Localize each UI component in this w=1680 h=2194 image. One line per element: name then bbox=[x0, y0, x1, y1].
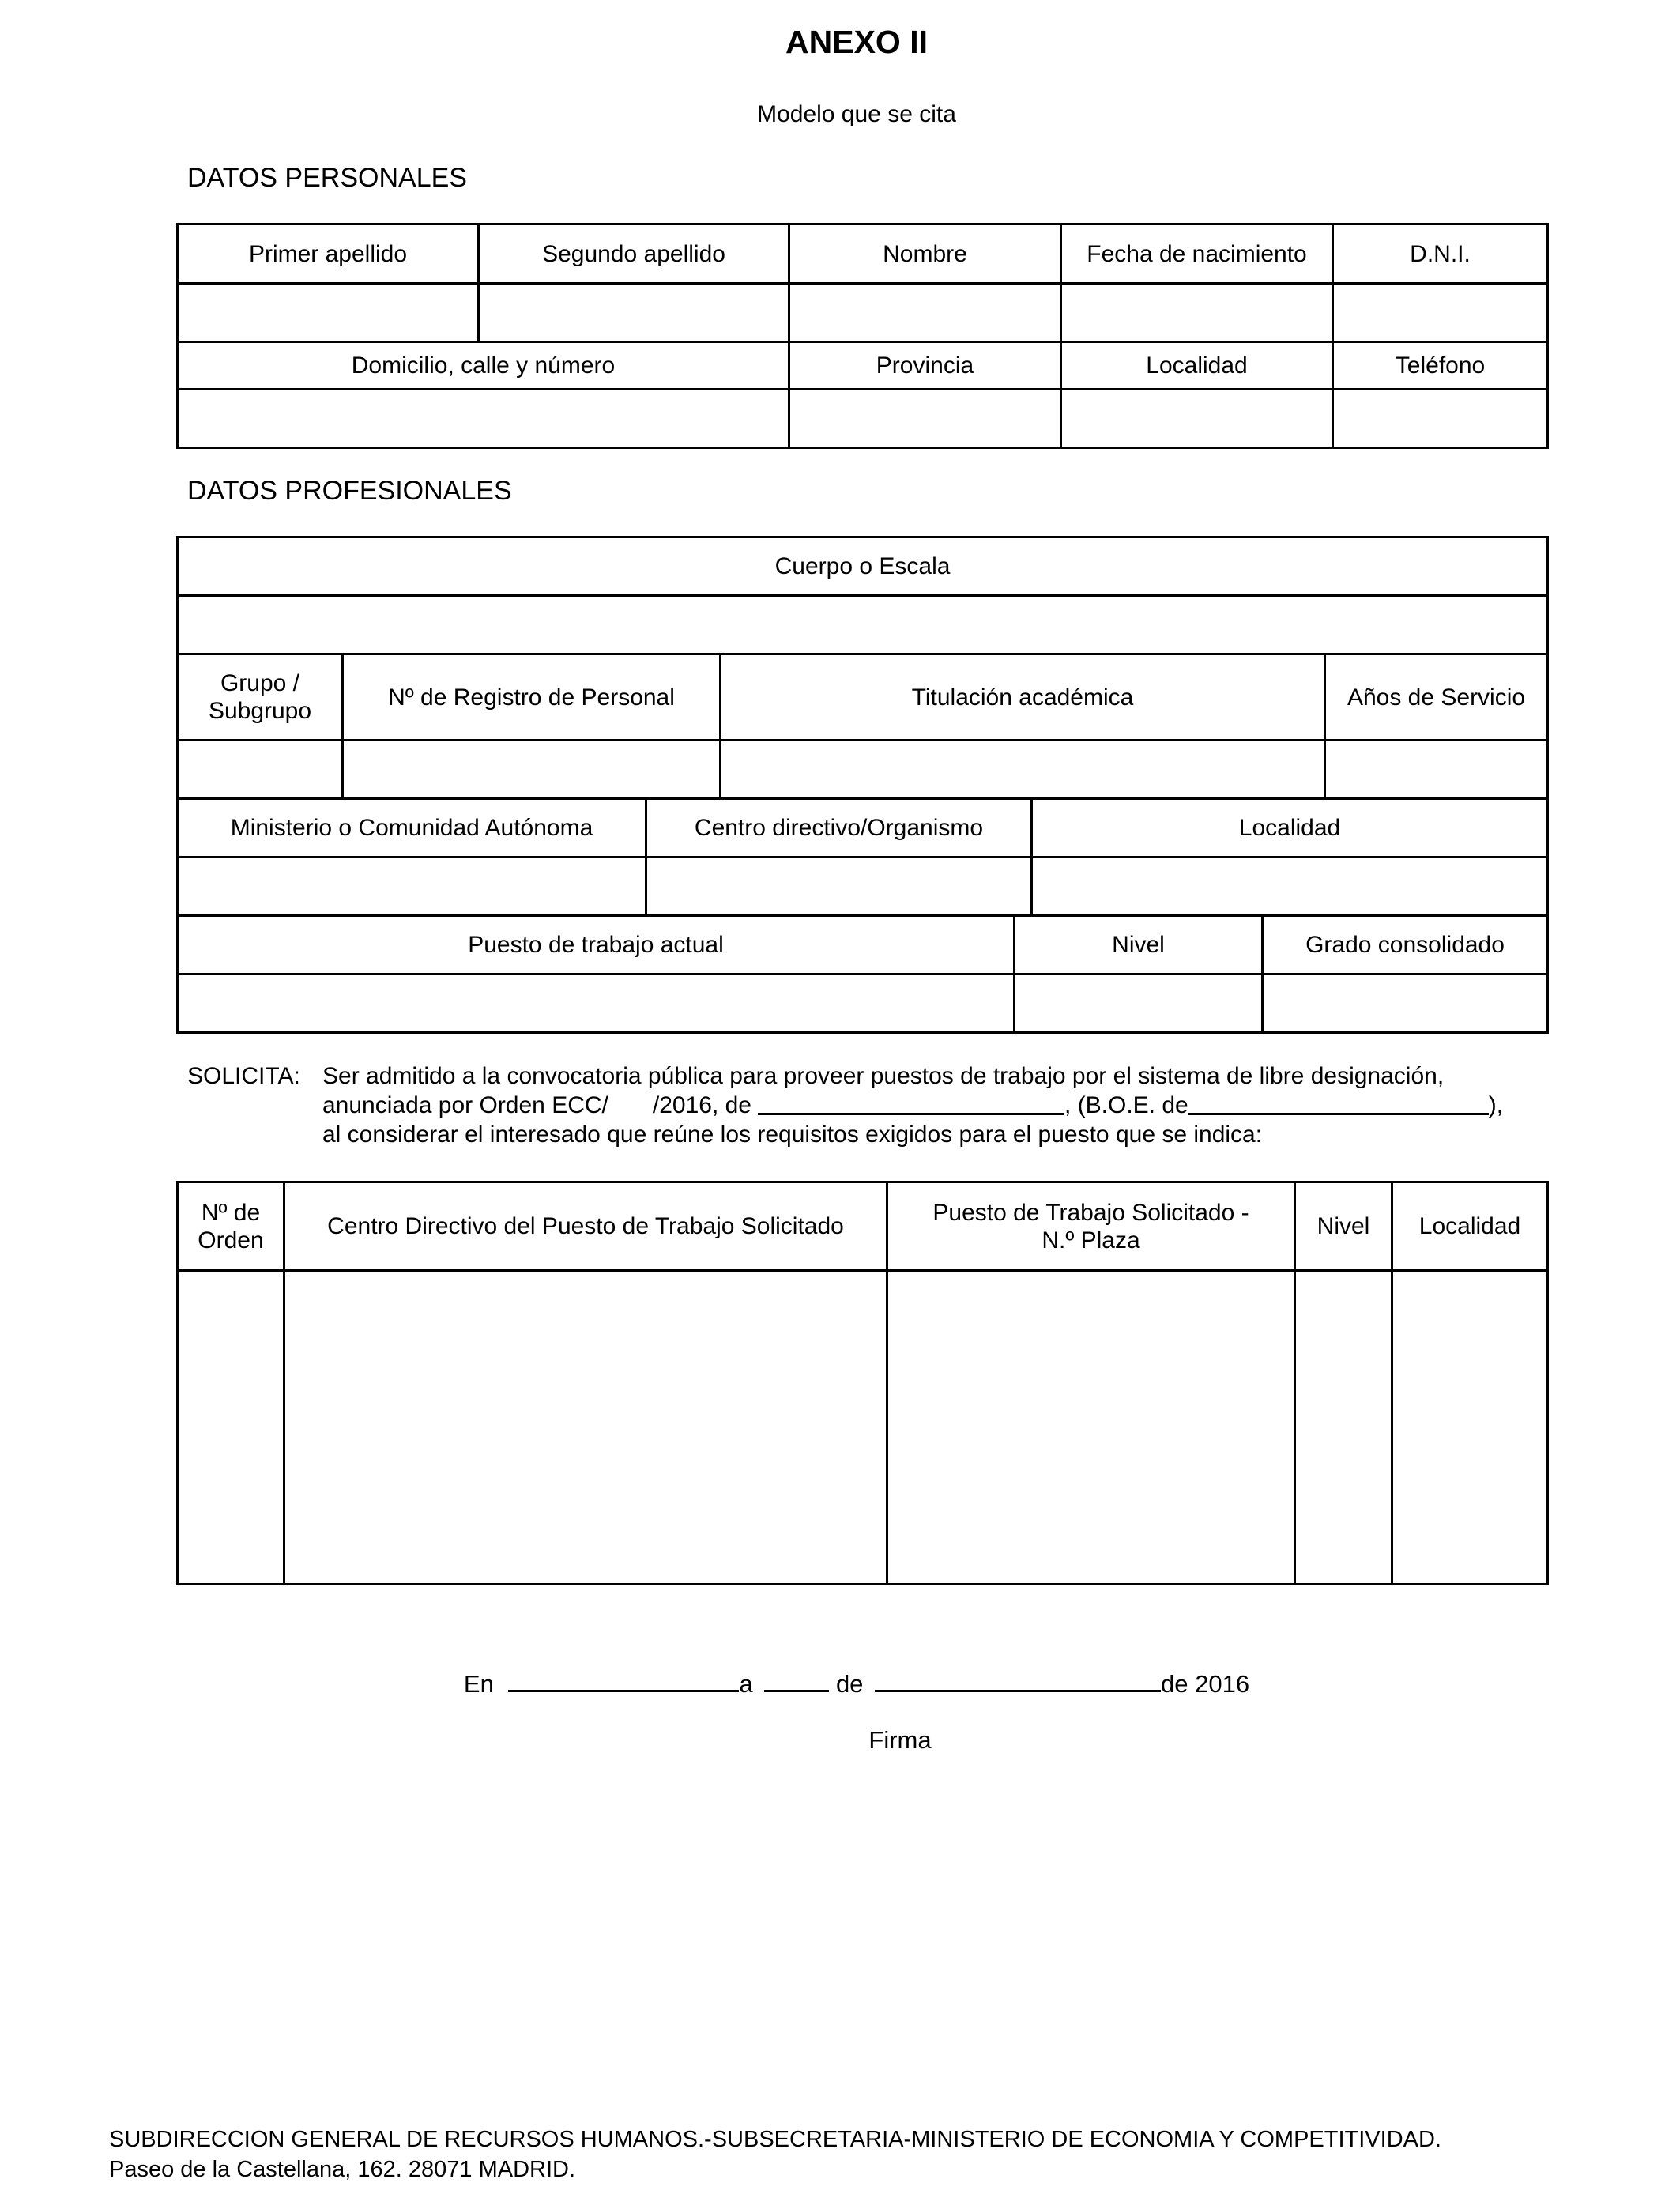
field-numero-orden[interactable] bbox=[178, 1271, 284, 1585]
field-localidad-profesional[interactable] bbox=[1032, 858, 1548, 916]
footer-line-1: SUBDIRECCION GENERAL DE RECURSOS HUMANOS.-SUBSECRETARIA-MINISTERIO DE ECONOMIA Y COMPETITIVIDAD. bbox=[109, 2127, 1441, 2152]
place-en-label: En bbox=[463, 1670, 494, 1698]
header-nombre: Nombre bbox=[789, 224, 1061, 284]
solicita-line-2 bbox=[322, 1091, 1524, 1120]
requested-positions-table bbox=[176, 1181, 1549, 1585]
header-segundo-apellido: Segundo apellido bbox=[479, 224, 789, 284]
field-grado-consolidado[interactable] bbox=[1263, 974, 1548, 1033]
header-centro-directivo-solicitado: Centro Directivo del Puesto de Trabajo Solicitado bbox=[284, 1182, 887, 1271]
boe-date-blank[interactable] bbox=[1188, 1091, 1489, 1115]
signature-place-date bbox=[0, 1668, 1680, 1698]
solicita-boe-label: , (B.O.E. de bbox=[1064, 1092, 1188, 1118]
field-puesto-actual[interactable] bbox=[178, 974, 1015, 1033]
firma-label: Firma bbox=[868, 1726, 932, 1754]
solicita-orden-label: anunciada por Orden ECC/ bbox=[322, 1092, 608, 1118]
header-telefono: Teléfono bbox=[1333, 342, 1548, 390]
field-ministerio[interactable] bbox=[178, 858, 646, 916]
solicita-line-2-end: ), bbox=[1488, 1092, 1504, 1118]
place-de-label: de bbox=[835, 1670, 864, 1698]
header-centro-directivo: Centro directivo/Organismo bbox=[646, 799, 1032, 858]
header-localidad-solicitada: Localidad bbox=[1392, 1182, 1548, 1271]
header-provincia: Provincia bbox=[789, 342, 1061, 390]
header-numero-orden: Nº de Orden bbox=[178, 1182, 284, 1271]
section-title-personal: DATOS PERSONALES bbox=[187, 163, 467, 193]
header-fecha-nacimiento: Fecha de nacimiento bbox=[1061, 224, 1333, 284]
field-localidad-solicitada[interactable] bbox=[1392, 1271, 1548, 1585]
orden-date-blank[interactable] bbox=[758, 1091, 1064, 1115]
section-title-professional: DATOS PROFESIONALES bbox=[187, 476, 512, 506]
field-registro-personal[interactable] bbox=[343, 741, 721, 799]
day-blank[interactable] bbox=[764, 1668, 829, 1692]
solicita-line-1 bbox=[322, 1061, 1524, 1091]
place-blank[interactable] bbox=[508, 1668, 739, 1692]
field-provincia[interactable] bbox=[789, 390, 1061, 448]
field-fecha-nacimiento[interactable] bbox=[1061, 284, 1333, 342]
header-domicilio: Domicilio, calle y número bbox=[178, 342, 789, 390]
header-titulacion: Titulación académica bbox=[721, 654, 1325, 741]
header-puesto-solicitado: Puesto de Trabajo Solicitado - N.º Plaza bbox=[887, 1182, 1295, 1271]
personal-data-table bbox=[176, 223, 1549, 449]
header-puesto-actual: Puesto de trabajo actual bbox=[178, 916, 1015, 974]
field-telefono[interactable] bbox=[1333, 390, 1548, 448]
month-blank[interactable] bbox=[875, 1668, 1161, 1692]
field-nivel-solicitado[interactable] bbox=[1295, 1271, 1392, 1585]
field-primer-apellido[interactable] bbox=[178, 284, 479, 342]
place-a-label: a bbox=[739, 1670, 753, 1698]
header-registro-personal: Nº de Registro de Personal bbox=[343, 654, 721, 741]
field-centro-directivo-solicitado[interactable] bbox=[284, 1271, 887, 1585]
year-label: de 2016 bbox=[1161, 1670, 1250, 1698]
header-localidad-profesional: Localidad bbox=[1032, 799, 1548, 858]
field-cuerpo-escala[interactable] bbox=[178, 596, 1548, 654]
header-dni: D.N.I. bbox=[1333, 224, 1548, 284]
document-title: ANEXO II bbox=[785, 24, 928, 60]
field-centro-directivo[interactable] bbox=[646, 858, 1032, 916]
footer-line-2: Paseo de la Castellana, 162. 28071 MADRID. bbox=[109, 2157, 576, 2182]
field-titulacion[interactable] bbox=[721, 741, 1325, 799]
header-anos-servicio: Años de Servicio bbox=[1325, 654, 1548, 741]
header-grado-consolidado: Grado consolidado bbox=[1263, 916, 1548, 974]
field-nivel[interactable] bbox=[1015, 974, 1263, 1033]
orden-number-blank[interactable] bbox=[608, 1091, 653, 1120]
field-puesto-solicitado[interactable] bbox=[887, 1271, 1295, 1585]
solicita-year-label: /2016, de bbox=[652, 1092, 751, 1118]
header-nivel-solicitado: Nivel bbox=[1295, 1182, 1392, 1271]
field-localidad[interactable] bbox=[1061, 390, 1333, 448]
solicita-line-1-text: Ser admitido a la convocatoria pública para proveer puestos de trabajo por el sistema de libre designación, bbox=[322, 1063, 1445, 1089]
header-nivel: Nivel bbox=[1015, 916, 1263, 974]
solicita-label: SOLICITA: bbox=[187, 1063, 300, 1089]
header-ministerio: Ministerio o Comunidad Autónoma bbox=[178, 799, 646, 858]
field-dni[interactable] bbox=[1333, 284, 1548, 342]
header-localidad: Localidad bbox=[1061, 342, 1333, 390]
professional-data-table bbox=[176, 536, 1549, 1034]
solicita-paragraph bbox=[322, 1061, 1524, 1149]
header-primer-apellido: Primer apellido bbox=[178, 224, 479, 284]
document-subtitle: Modelo que se cita bbox=[757, 101, 956, 127]
field-anos-servicio[interactable] bbox=[1325, 741, 1548, 799]
field-domicilio[interactable] bbox=[178, 390, 789, 448]
footer bbox=[109, 2124, 1567, 2185]
header-grupo-subgrupo: Grupo / Subgrupo bbox=[178, 654, 343, 741]
header-cuerpo-escala: Cuerpo o Escala bbox=[178, 537, 1548, 596]
field-grupo-subgrupo[interactable] bbox=[178, 741, 343, 799]
field-nombre[interactable] bbox=[789, 284, 1061, 342]
solicita-line-3: al considerar el interesado que reúne los requisitos exigidos para el puesto que se indica: bbox=[322, 1122, 1263, 1148]
field-segundo-apellido[interactable] bbox=[479, 284, 789, 342]
